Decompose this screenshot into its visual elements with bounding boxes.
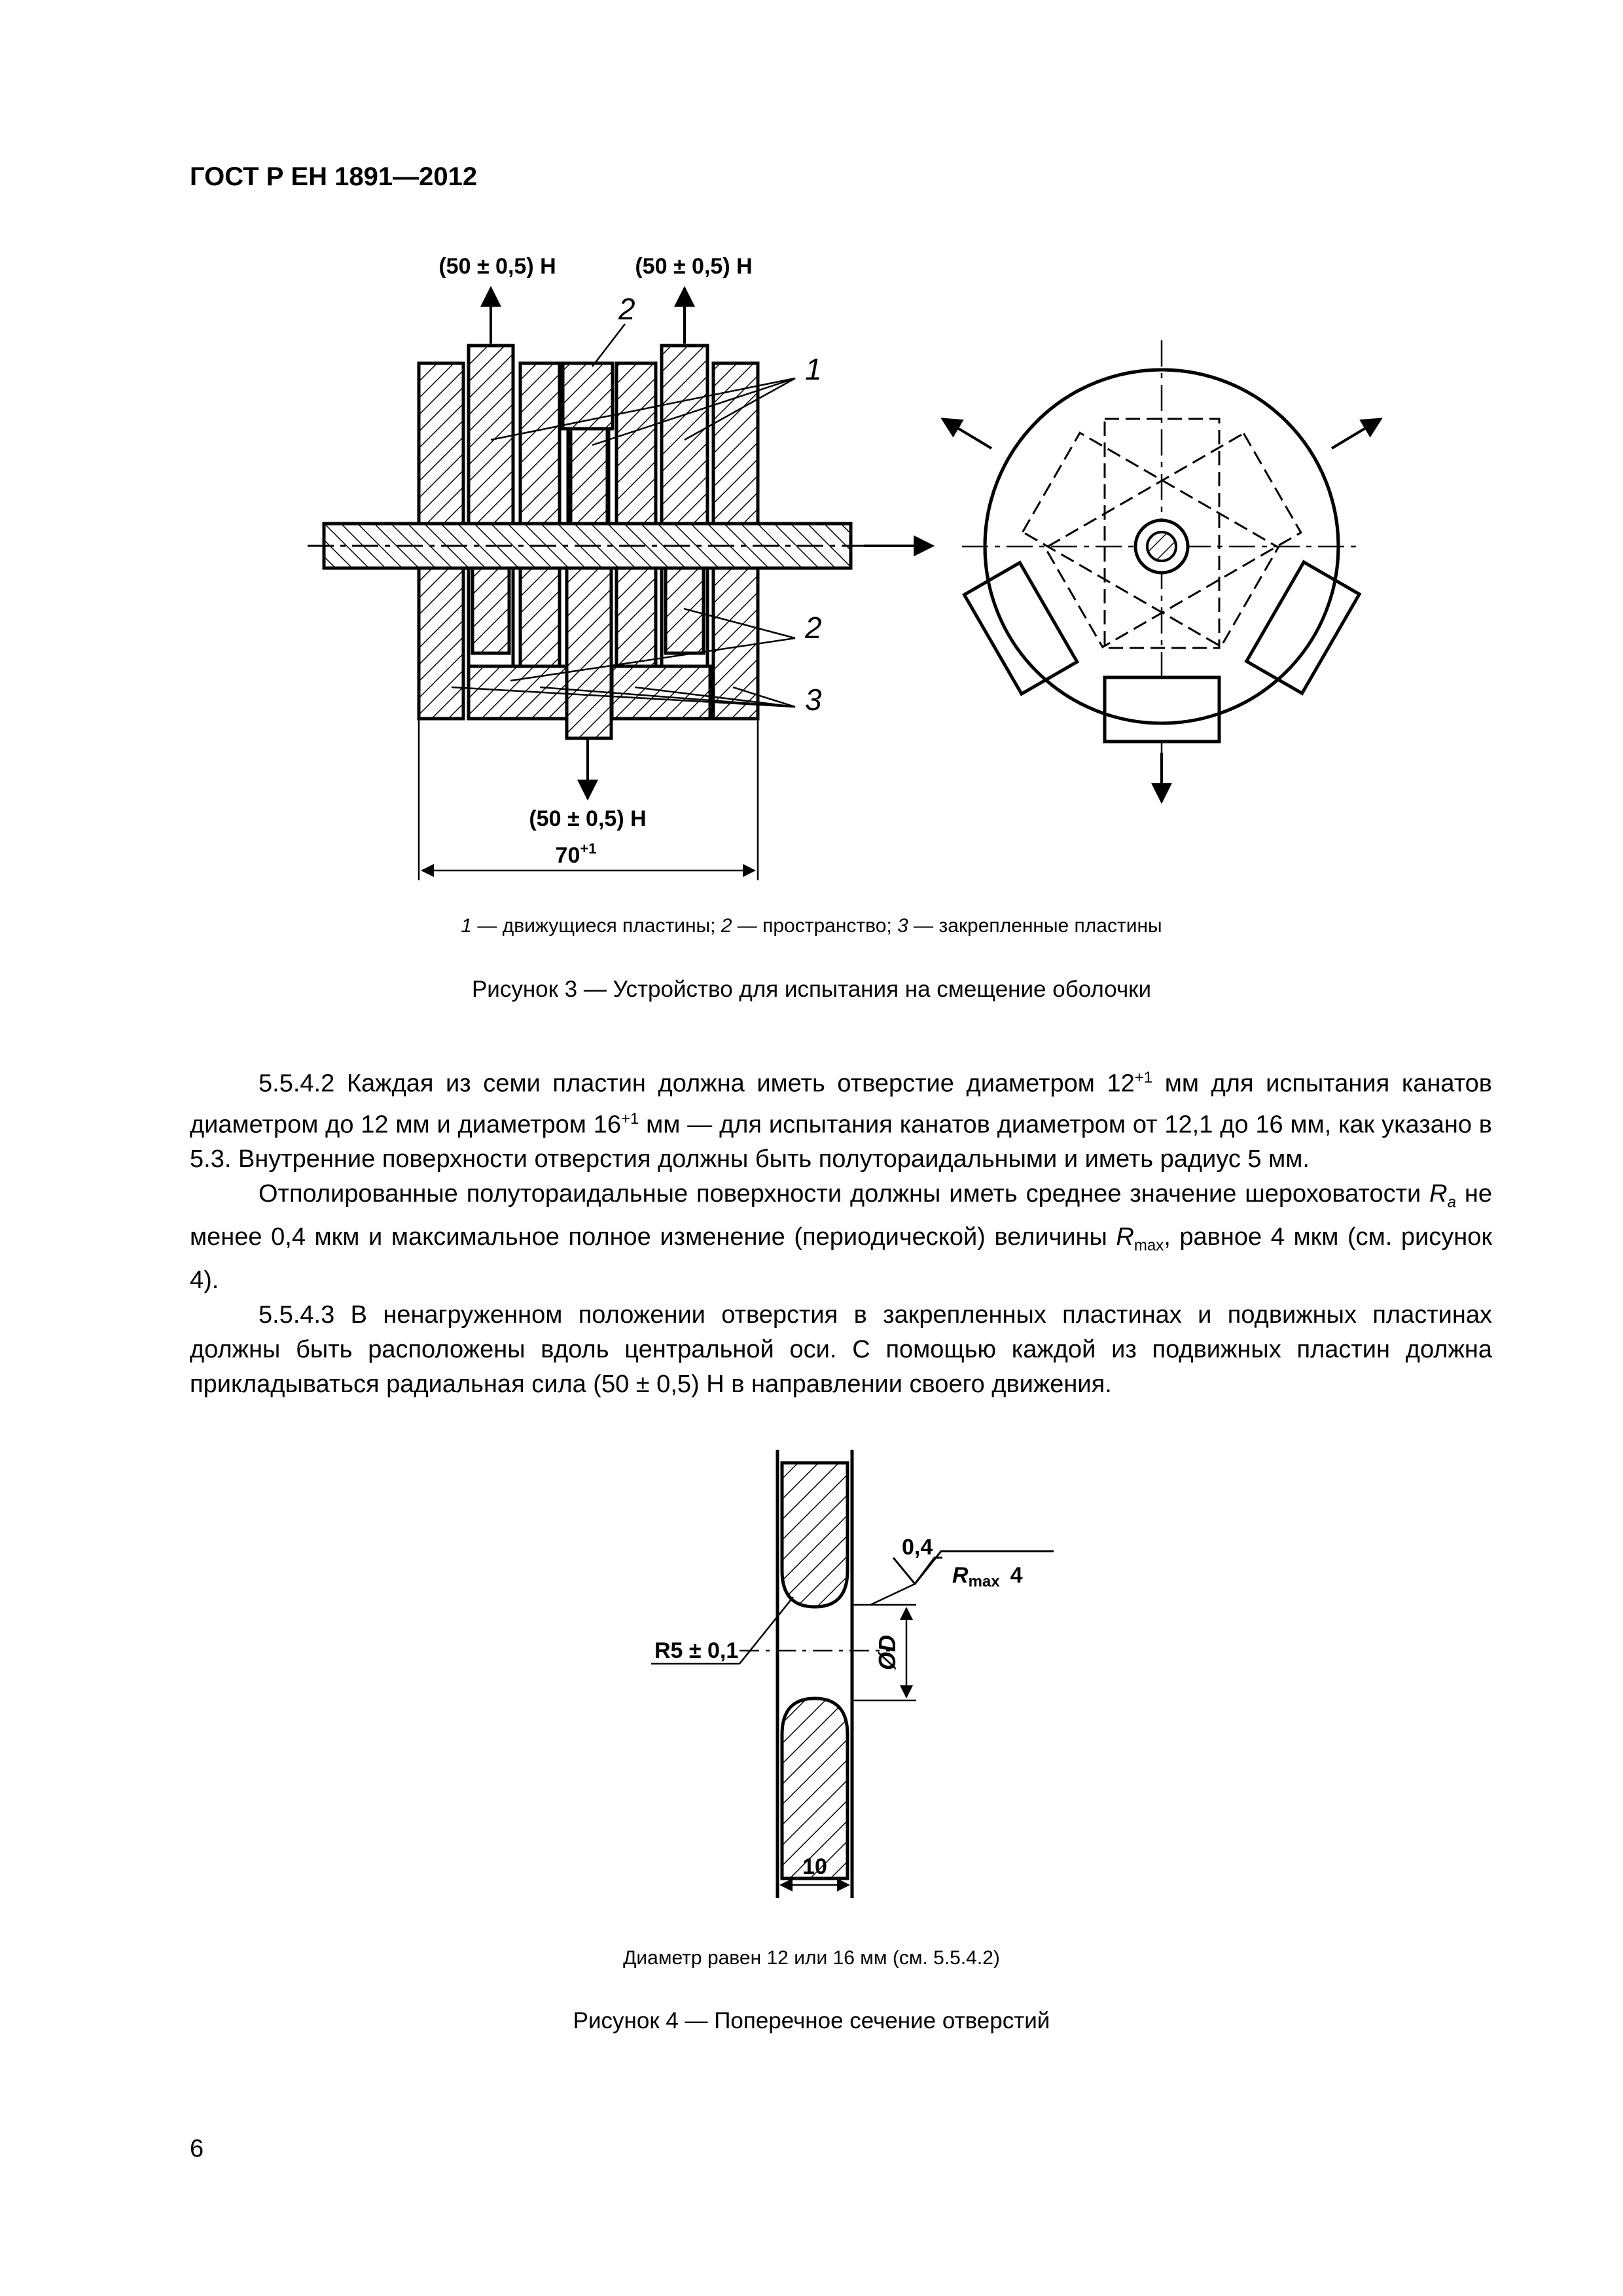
figure-3-caption: Рисунок 3 — Устройство для испытания на смещение оболочки [471,977,1152,1002]
diameter-label: ØD [874,1635,901,1670]
figure-3-legend: 1 — движущиеся пластины; 2 — пространство; 3 — закрепленные пластины [461,915,1162,937]
callout-3: 3 [805,683,822,717]
paragraph-roughness: Отполированные полутораидальные поверхности должны иметь среднее значение шероховатости $R_a$ не менее 0,4 мкм и максимальное полное изменение (периодической) величины $R_{max}$, равное 4 мкм (см. рисунок 4). [190,1180,1492,1294]
page-number: 6 [190,2135,204,2162]
rmax-label: Rmax 4 [952,1563,1023,1590]
roughness-value: 0,4 [902,1535,933,1560]
force-label-bottom: (50 ± 0,5) Н [529,806,647,831]
figure-4-note: Диаметр равен 12 или 16 мм (см. 5.5.4.2) [623,1947,1000,1969]
force-label-right: (50 ± 0,5) Н [635,254,753,279]
callout-2-bottom: 2 [805,611,822,645]
width-label: 10 [802,1854,827,1879]
dimension-70: $70^{+1}$ [555,840,597,868]
paragraph-5-5-4-2: 5.5.4.2 Каждая из семи пластин должна иметь отверстие диаметром $12^{+1}$ мм для испытания канатов диаметром до 12 мм и диаметром $16^{+1}$ мм — для испытания канатов диаметром от 12,1 до 16 мм, как указано в 5.3. Внутренние поверхности отверстия должны быть полутораидальными и иметь радиус 5 мм. [190,1069,1492,1174]
callout-2-top: 2 [618,292,635,326]
force-label-left: (50 ± 0,5) Н [438,254,556,279]
callout-1: 1 [805,352,822,386]
radius-label: R5 ± 0,1 [654,1638,739,1663]
document-header: ГОСТ Р ЕН 1891—2012 [190,162,478,191]
figure-4-caption: Рисунок 4 — Поперечное сечение отверстий [573,2008,1050,2034]
paragraph-5-5-4-3: 5.5.4.3 В ненагруженном положении отверстия в закрепленных пластинах и подвижных пластинах должны быть расположены вдоль центральной оси. С помощью каждой из подвижных пластин должна прикладываться радиальная сила (50 ± 0,5) Н в направлении своего движения. [190,1300,1492,1398]
upper-section [782,1463,847,1607]
lower-section [782,1698,847,1878]
